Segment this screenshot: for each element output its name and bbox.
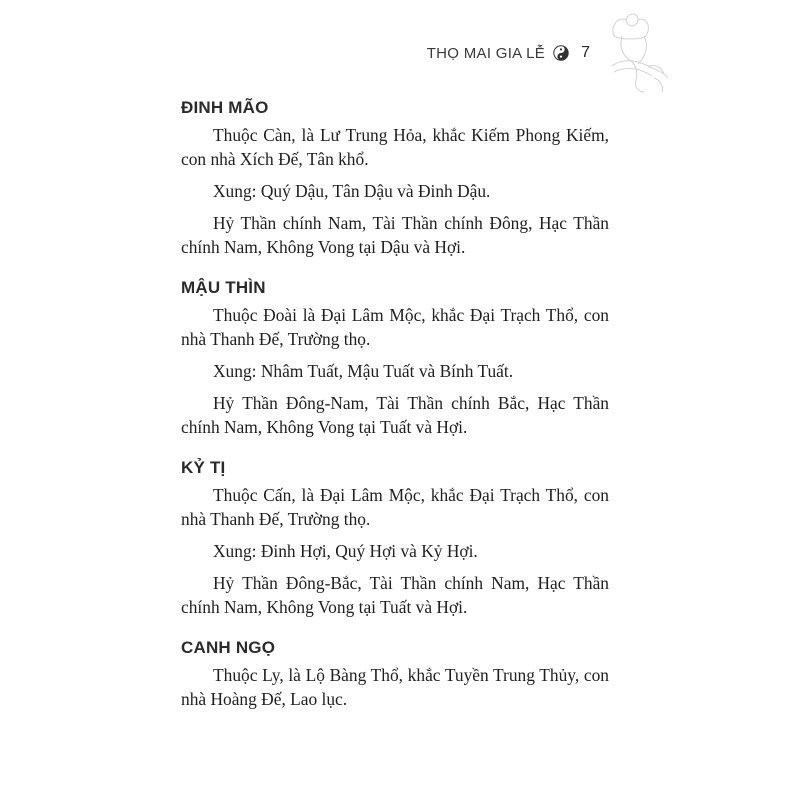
section-heading: CANH NGỌ xyxy=(181,638,276,657)
paragraph: Hỷ Thần Đông-Bắc, Tài Thần chính Nam, Hạc Thần chính Nam, Không Vong tại Tuất và Hợi. xyxy=(181,573,609,617)
paragraph: Thuộc Cấn, là Đại Lâm Mộc, khắc Đại Trạch Thổ, con nhà Thanh Đế, Trường thọ. xyxy=(181,485,609,529)
paragraph: Xung: Đinh Hợi, Quý Hợi và Kỷ Hợi. xyxy=(213,541,478,561)
paragraph: Xung: Nhâm Tuất, Mậu Tuất và Bính Tuất. xyxy=(213,361,514,381)
paragraph: Thuộc Càn, là Lư Trung Hỏa, khắc Kiếm Phong Kiếm, con nhà Xích Đế, Tân khổ. xyxy=(181,125,609,169)
paragraph: Hỷ Thần chính Nam, Tài Thần chính Đông, Hạc Thần chính Nam, Không Vong tại Dậu và Hợi. xyxy=(181,213,609,257)
lotus-hand-decoration xyxy=(592,6,672,96)
main-text xyxy=(181,98,609,730)
yin-yang-icon xyxy=(553,45,569,61)
paragraph: Thuộc Đoài là Đại Lâm Mộc, khắc Đại Trạch Thổ, con nhà Thanh Đế, Trường thọ. xyxy=(181,305,609,349)
section-heading: MẬU THÌN xyxy=(181,278,266,297)
section-heading: KỶ TỊ xyxy=(181,458,226,477)
paragraph: Thuộc Ly, là Lộ Bàng Thổ, khắc Tuyền Trung Thủy, con nhà Hoàng Đế, Lao lục. xyxy=(181,665,609,709)
section-canh-ngo xyxy=(181,638,609,711)
section-ky-ti xyxy=(181,458,609,619)
section-mau-thin xyxy=(181,278,609,439)
page-number: 7 xyxy=(581,44,590,61)
running-header xyxy=(427,44,590,62)
running-title: THỌ MAI GIA LỄ xyxy=(426,44,546,62)
paragraph: Hỷ Thần Đông-Nam, Tài Thần chính Bắc, Hạc Thần chính Nam, Không Vong tại Tuất và Hợi. xyxy=(181,393,609,437)
section-dinh-mao xyxy=(181,98,609,259)
paragraph: Xung: Quý Dậu, Tân Dậu và Đinh Dậu. xyxy=(213,181,491,201)
section-heading: ĐINH MÃO xyxy=(181,98,269,117)
